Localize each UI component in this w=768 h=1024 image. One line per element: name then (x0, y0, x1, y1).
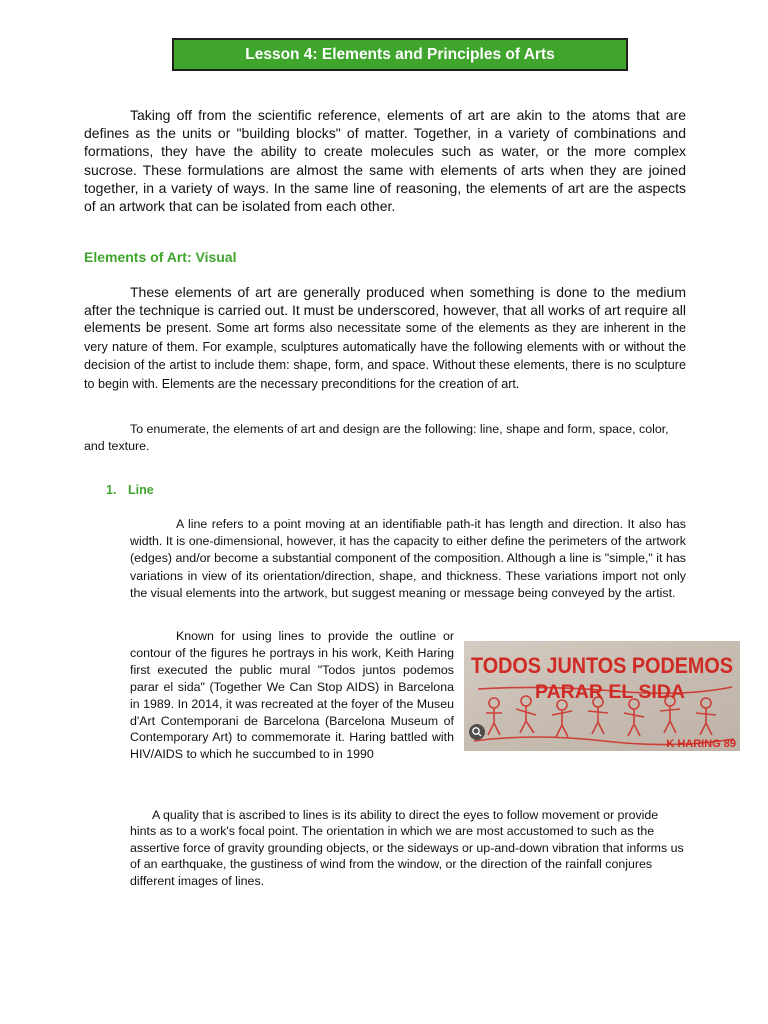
mural-svg (464, 641, 740, 751)
visual-paragraph-rest: present. Some art forms also necessitate some of the elements as they are inherent in the very nature of them. For example, sculptures automatically have the following elements with or without the decision of the artist to include them: shape, form, and space. Without these elements, there is no sculpture to begin with. Elements are the necessary preconditions for the creation of art. (84, 321, 686, 391)
list-number: 1. (106, 483, 117, 497)
visual-paragraph (84, 284, 686, 394)
mural-signature: K HARING 89 (666, 738, 736, 750)
lesson-title-text: Lesson 4: Elements and Principles of Arts (245, 45, 555, 63)
line-paragraph: A line refers to a point moving at an identifiable path-it has length and direction. It also has width. It is one-dimensional, however, it has the capacity to either define the perimeters of the artwork (edges) and/or become a substantial component of the composition. Although a line is "simple," it has variations in view of its orientation/direction, shape, and thickness. These variations import not only the visual elements into the artwork, but suggest meaning or message being conveyed by the artist. (130, 517, 686, 600)
intro-paragraph: Taking off from the scientific reference, elements of art are akin to the atoms that are defines as the units or "building blocks" of matter. Together, in a variety of combinations and formations, they have the ability to create molecules such as water, or the more complex sucrose. These formulations are almost the same with elements of arts when they are joined together, in a variety of ways. In the same line of reasoning, the elements of art are the aspects of an artwork that can be isolated from each other. (84, 107, 686, 215)
section-heading-line (106, 483, 154, 497)
mural-text-line2: PARAR EL SIDA (535, 682, 686, 703)
lesson-title (172, 38, 628, 71)
visual-paragraph-lead: These elements of art are generally produced when something is done to the medium after the technique is carried out. It must be underscored, however, that all works of art require all elements be (84, 284, 686, 336)
mural-text-line1: TODOS JUNTOS PODEMOS (471, 653, 733, 678)
enumeration-paragraph: To enumerate, the elements of art and design are the following: line, shape and form, space, color, and texture. (84, 422, 669, 453)
quality-paragraph: A quality that is ascribed to lines is its ability to direct the eyes to follow movement or provide hints as to a work's focal point. The orientation in which we are most accustomed to such as the assertive force of gravity grounding objects, or the sideways or up-and-down vibration that informs us of an earthquake, the gustiness of wind from the window, or the direction of the rainfall conjures different images of lines. (130, 808, 684, 888)
haring-mural-image (464, 641, 740, 751)
section-heading-visual: Elements of Art: Visual (84, 249, 237, 265)
haring-paragraph: Known for using lines to provide the outline or contour of the figures he portrays in his work, Keith Haring first executed the public mural "Todos juntos podemos parar el sida" (Together We Can Stop AIDS) in Barcelona in 1989. In 2014, it was recreated at the foyer of the Museu d'Art Contemporani de Barcelona (Barcelona Museum of Contemporary Art) to commemorate it. Haring battled with HIV/AIDS to which he succumbed to in 1990 (130, 629, 454, 762)
line-heading-text: Line (128, 483, 154, 497)
lens-icon[interactable] (469, 724, 485, 740)
